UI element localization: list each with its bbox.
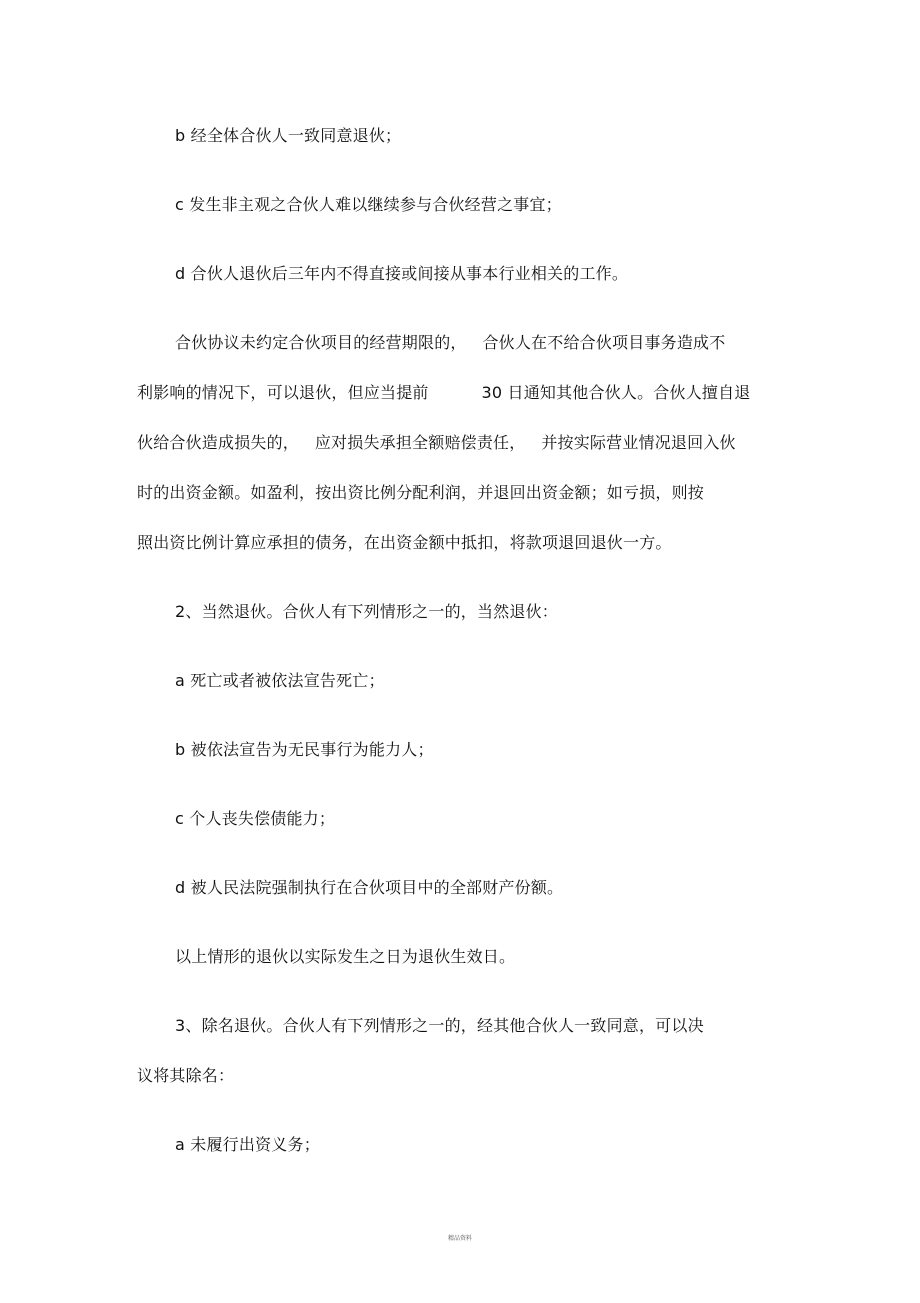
page-footer: 精品资料: [447, 1235, 472, 1242]
text-line: d 被人民法院强制执行在合伙项目中的全部财产份额。: [175, 878, 564, 897]
text-line: d 合伙人退伙后三年内不得直接或间接从事本行业相关的工作。: [175, 264, 629, 283]
text-line: b 被依法宣告为无民事行为能力人；: [175, 740, 434, 759]
text-line: a 死亡或者被依法宣告死亡；: [175, 671, 385, 690]
text-line: 照出资比例计算应承担的债务，在出资金额中抵扣，将款项退回退伙一方。: [137, 533, 672, 552]
text-line: 以上情形的退伙以实际发生之日为退伙生效日。: [175, 947, 516, 966]
text-line: a 未履行出资义务；: [175, 1135, 320, 1154]
text-line: 3、除名退伙。合伙人有下列情形之一的，经其他合伙人一致同意，可以决: [175, 1016, 704, 1035]
text-line: c 发生非主观之合伙人难以继续参与合伙经营之事宜；: [175, 195, 562, 214]
text-line: c 个人丧失偿债能力；: [175, 809, 336, 828]
text-line: 2、当然退伙。合伙人有下列情形之一的，当然退伙：: [175, 602, 558, 621]
text-line: 利影响的情况下，可以退伙，但应当提前 30 日通知其他合伙人。合伙人擅自退: [137, 383, 751, 402]
text-line: 合伙协议未约定合伙项目的经营期限的， 合伙人在不给合伙项目事务造成不: [175, 333, 726, 352]
text-line: 议将其除名：: [137, 1066, 235, 1085]
text-line: 时的出资金额。如盈利，按出资比例分配利润，并退回出资金额；如亏损，则按: [137, 483, 705, 502]
text-line: 伙给合伙造成损失的， 应对损失承担全额赔偿责任， 并按实际营业情况退回入伙: [137, 433, 736, 452]
text-line: b 经全体合伙人一致同意退伙；: [175, 126, 402, 145]
